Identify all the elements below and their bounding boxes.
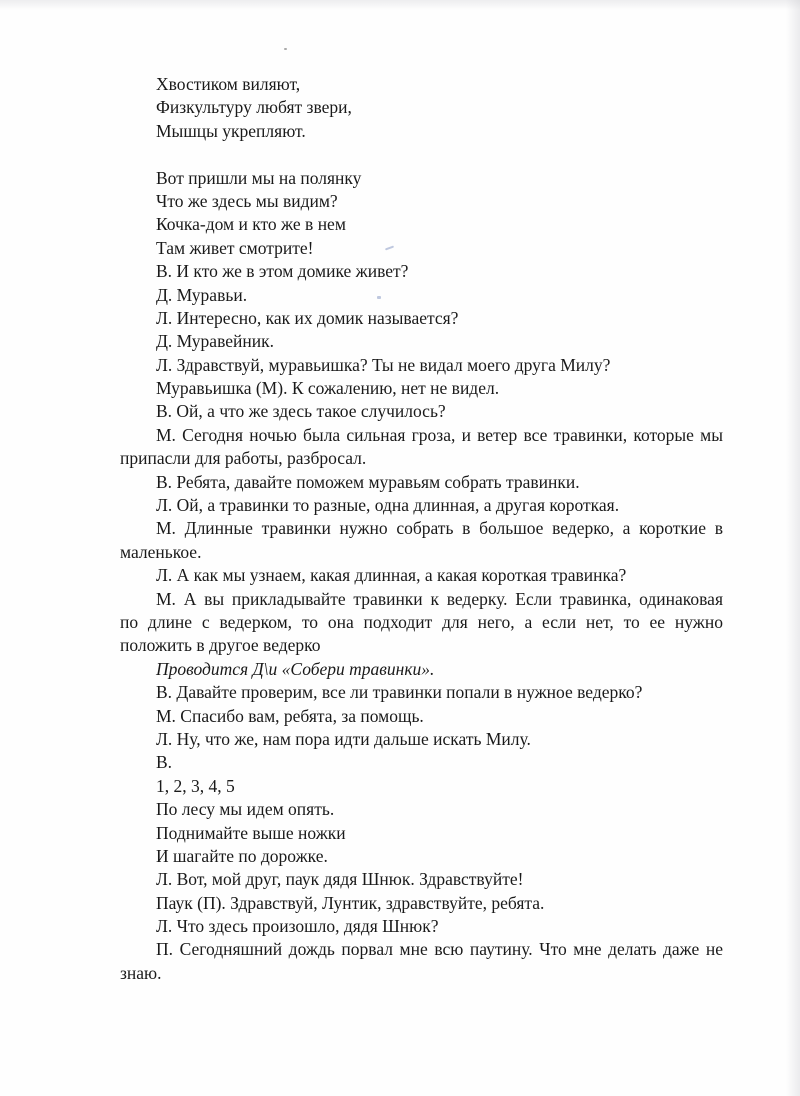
verse-line: Кочка-дом и кто же в нем [156,214,346,235]
dialogue-line: Л. Ой, а травинки то разные, одна длинная, а другая короткая. [156,495,620,516]
dialogue-line: Л. Что здесь произошло, дядя Шнюк? [156,916,439,937]
scan-speck [284,48,287,50]
verse-line: Физкультуру любят звери, [156,97,352,118]
verse-line: Что же здесь мы видим? [156,190,338,211]
verse-line: Там живет смотрите! [156,237,314,258]
dialogue-line: В. [156,752,173,773]
paragraph-line: положить в другое ведерко [120,635,321,656]
paragraph-line: маленькое. [120,541,202,562]
dialogue-line: Л. Вот, мой друг, паук дядя Шнюк. Здравствуйте! [156,869,524,890]
dialogue-line: В. Ой, а что же здесь такое случилось? [156,401,446,422]
paragraph-line: П. Сегодняшний дождь порвал мне всю паутину. Что мне делать даже не [156,939,723,960]
stage-direction: Проводится Д\и «Собери травинки». [156,658,435,679]
dialogue-line: В. И кто же в этом домике живет? [156,261,409,282]
scan-edge-shadow [786,0,800,1096]
dialogue-line: Л. Ну, что же, нам пора идти дальше искать Милу. [156,728,531,749]
verse-line: И шагайте по дорожке. [156,845,328,866]
dialogue-line: Муравьишка (М). К сожалению, нет не видел. [156,378,500,399]
verse-line: Вот пришли мы на полянку [156,167,362,188]
blank-line [120,143,723,166]
dialogue-line: Л. Интересно, как их домик называется? [156,307,459,328]
verse-line: Мышцы укрепляют. [156,120,306,141]
dialogue-line: М. Спасибо вам, ребята, за помощь. [156,705,424,726]
dialogue-line: В. Ребята, давайте поможем муравьям собрать травинки. [156,471,580,492]
verse-line: По лесу мы идем опять. [156,799,335,820]
verse-line: Поднимайте выше ножки [156,822,346,843]
paragraph-line: М. Сегодня ночью была сильная гроза, и ветер все травинки, которые мы [156,424,723,445]
dialogue-line: Л. А как мы узнаем, какая длинная, а какая короткая травинка? [156,565,627,586]
paragraph-line: припасли для работы, разбросал. [120,448,367,469]
paragraph-line: М. А вы прикладывайте травинки к ведерку. Если травинка, одинаковая [156,588,723,609]
dialogue-line: Л. Здравствуй, муравьишка? Ты не видал моего друга Милу? [156,354,611,375]
dialogue-line: Д. Муравейник. [156,331,274,352]
dialogue-line: Д. Муравьи. [156,284,248,305]
dialogue-line: Паук (П). Здравствуй, Лунтик, здравствуйте, ребята. [156,892,545,913]
verse-line: 1, 2, 3, 4, 5 [156,775,235,796]
paragraph-line: по длине с ведерком, то она подходит для него, а если нет, то ее нужно [120,611,723,632]
paragraph-line: знаю. [120,962,162,983]
paragraph-line: М. Длинные травинки нужно собрать в большое ведерко, а короткие в [156,518,723,539]
document-body [120,73,723,985]
dialogue-line: В. Давайте проверим, все ли травинки попали в нужное ведерко? [156,682,643,703]
verse-line: Хвостиком виляют, [156,74,301,94]
scan-top-shadow [0,0,800,10]
